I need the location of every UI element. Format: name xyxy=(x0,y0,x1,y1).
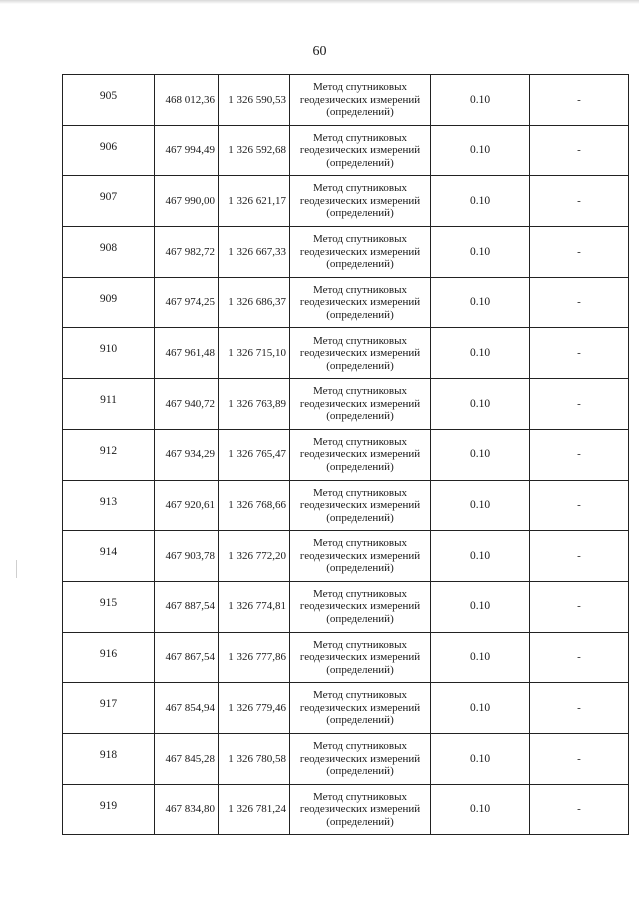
coordinate-x-cell: 467 920,61 xyxy=(155,480,219,531)
method-text-line: Метод спутниковых xyxy=(313,486,407,499)
method-cell xyxy=(290,480,431,531)
note-cell: - xyxy=(530,480,629,531)
accuracy-cell: 0.10 xyxy=(431,581,530,632)
method-text-line: геодезических измерений xyxy=(299,549,421,562)
method-text-line: геодезических измерений xyxy=(299,93,421,106)
note-cell: - xyxy=(530,176,629,227)
coordinate-x-cell: 467 940,72 xyxy=(155,379,219,430)
page-number: 60 xyxy=(312,44,327,59)
scan-edge xyxy=(0,0,639,4)
coordinate-x-cell: 467 854,94 xyxy=(155,683,219,734)
method-cell xyxy=(290,328,431,379)
method-text-line: геодезических измерений xyxy=(299,397,421,410)
method-text-line: Метод спутниковых xyxy=(313,740,407,753)
point-number-cell: 918 xyxy=(63,733,155,784)
coordinate-x-cell: 467 845,28 xyxy=(155,733,219,784)
note-cell: - xyxy=(530,531,629,582)
table-row xyxy=(63,429,629,480)
coordinate-y-cell: 1 326 715,10 xyxy=(219,328,290,379)
coordinate-x-cell: 468 012,36 xyxy=(155,75,219,126)
point-number-cell: 911 xyxy=(63,379,155,430)
method-cell xyxy=(290,733,431,784)
point-number-cell: 917 xyxy=(63,683,155,734)
method-text-line: геодезических измерений xyxy=(299,499,421,512)
method-text-line: (определений) xyxy=(326,765,394,778)
point-number-cell: 908 xyxy=(63,227,155,278)
coordinate-y-cell: 1 326 765,47 xyxy=(219,429,290,480)
method-text-line: (определений) xyxy=(326,612,394,625)
method-text-line: (определений) xyxy=(326,511,394,524)
coordinate-x-cell: 467 834,80 xyxy=(155,784,219,835)
accuracy-cell: 0.10 xyxy=(431,733,530,784)
table-row xyxy=(63,683,629,734)
coordinate-x-cell: 467 903,78 xyxy=(155,531,219,582)
method-text-line: Метод спутниковых xyxy=(313,81,407,94)
accuracy-cell: 0.10 xyxy=(431,480,530,531)
method-text-line: (определений) xyxy=(326,106,394,119)
coordinate-y-cell: 1 326 780,58 xyxy=(219,733,290,784)
method-cell xyxy=(290,75,431,126)
point-number-cell: 910 xyxy=(63,328,155,379)
point-number-cell: 909 xyxy=(63,277,155,328)
method-text-line: (определений) xyxy=(326,156,394,169)
point-number-cell: 912 xyxy=(63,429,155,480)
method-text-line: геодезических измерений xyxy=(299,600,421,613)
method-text-line: Метод спутниковых xyxy=(313,587,407,600)
note-cell: - xyxy=(530,328,629,379)
method-text-line: геодезических измерений xyxy=(299,803,421,816)
note-cell: - xyxy=(530,429,629,480)
table-row xyxy=(63,784,629,835)
coordinates-table-body xyxy=(63,75,629,835)
method-text-line: (определений) xyxy=(326,359,394,372)
method-cell xyxy=(290,277,431,328)
table-row xyxy=(63,227,629,278)
method-text-line: Метод спутниковых xyxy=(313,537,407,550)
scan-margin-mark xyxy=(16,560,17,578)
method-cell xyxy=(290,429,431,480)
method-text-line: геодезических измерений xyxy=(299,245,421,258)
accuracy-cell: 0.10 xyxy=(431,328,530,379)
point-number-cell: 915 xyxy=(63,581,155,632)
coordinate-y-cell: 1 326 781,24 xyxy=(219,784,290,835)
table-row xyxy=(63,277,629,328)
note-cell: - xyxy=(530,379,629,430)
method-text-line: Метод спутниковых xyxy=(313,233,407,246)
method-text-line: (определений) xyxy=(326,562,394,575)
coordinate-x-cell: 467 982,72 xyxy=(155,227,219,278)
coordinate-y-cell: 1 326 590,53 xyxy=(219,75,290,126)
table-row xyxy=(63,328,629,379)
accuracy-cell: 0.10 xyxy=(431,277,530,328)
table-row xyxy=(63,176,629,227)
table-row xyxy=(63,125,629,176)
coordinate-y-cell: 1 326 774,81 xyxy=(219,581,290,632)
note-cell: - xyxy=(530,75,629,126)
coordinate-y-cell: 1 326 779,46 xyxy=(219,683,290,734)
coordinate-y-cell: 1 326 686,37 xyxy=(219,277,290,328)
note-cell: - xyxy=(530,784,629,835)
method-text-line: геодезических измерений xyxy=(299,194,421,207)
method-cell xyxy=(290,176,431,227)
method-text-line: Метод спутниковых xyxy=(313,131,407,144)
method-cell xyxy=(290,581,431,632)
method-text-line: Метод спутниковых xyxy=(313,182,407,195)
coordinate-y-cell: 1 326 763,89 xyxy=(219,379,290,430)
note-cell: - xyxy=(530,733,629,784)
accuracy-cell: 0.10 xyxy=(431,632,530,683)
method-cell xyxy=(290,784,431,835)
coordinate-y-cell: 1 326 768,66 xyxy=(219,480,290,531)
coordinate-y-cell: 1 326 667,33 xyxy=(219,227,290,278)
accuracy-cell: 0.10 xyxy=(431,125,530,176)
table-row xyxy=(63,480,629,531)
method-text-line: Метод спутниковых xyxy=(313,689,407,702)
point-number-cell: 907 xyxy=(63,176,155,227)
coordinate-y-cell: 1 326 777,86 xyxy=(219,632,290,683)
method-cell xyxy=(290,125,431,176)
table-row xyxy=(63,581,629,632)
method-text-line: (определений) xyxy=(326,207,394,220)
note-cell: - xyxy=(530,632,629,683)
coordinate-x-cell: 467 994,49 xyxy=(155,125,219,176)
point-number-cell: 906 xyxy=(63,125,155,176)
accuracy-cell: 0.10 xyxy=(431,176,530,227)
method-text-line: Метод спутниковых xyxy=(313,385,407,398)
coordinate-y-cell: 1 326 592,68 xyxy=(219,125,290,176)
point-number-cell: 913 xyxy=(63,480,155,531)
method-text-line: (определений) xyxy=(326,815,394,828)
method-text-line: (определений) xyxy=(326,258,394,271)
method-text-line: геодезических измерений xyxy=(299,651,421,664)
point-number-cell: 916 xyxy=(63,632,155,683)
method-cell xyxy=(290,683,431,734)
table-row xyxy=(63,379,629,430)
table-row xyxy=(63,75,629,126)
note-cell: - xyxy=(530,683,629,734)
coordinates-table xyxy=(62,74,629,835)
point-number-cell: 905 xyxy=(63,75,155,126)
coordinate-x-cell: 467 961,48 xyxy=(155,328,219,379)
coordinate-x-cell: 467 867,54 xyxy=(155,632,219,683)
method-text-line: Метод спутниковых xyxy=(313,435,407,448)
accuracy-cell: 0.10 xyxy=(431,379,530,430)
method-text-line: геодезических измерений xyxy=(299,752,421,765)
accuracy-cell: 0.10 xyxy=(431,784,530,835)
note-cell: - xyxy=(530,125,629,176)
table-row xyxy=(63,531,629,582)
method-text-line: геодезических измерений xyxy=(299,347,421,360)
coordinate-x-cell: 467 887,54 xyxy=(155,581,219,632)
coordinate-y-cell: 1 326 772,20 xyxy=(219,531,290,582)
accuracy-cell: 0.10 xyxy=(431,683,530,734)
method-text-line: (определений) xyxy=(326,460,394,473)
coordinate-x-cell: 467 990,00 xyxy=(155,176,219,227)
coordinate-x-cell: 467 974,25 xyxy=(155,277,219,328)
method-text-line: геодезических измерений xyxy=(299,448,421,461)
coordinate-x-cell: 467 934,29 xyxy=(155,429,219,480)
method-text-line: Метод спутниковых xyxy=(313,790,407,803)
point-number-cell: 914 xyxy=(63,531,155,582)
method-text-line: Метод спутниковых xyxy=(313,283,407,296)
method-text-line: Метод спутниковых xyxy=(313,638,407,651)
method-cell xyxy=(290,531,431,582)
accuracy-cell: 0.10 xyxy=(431,227,530,278)
note-cell: - xyxy=(530,227,629,278)
method-text-line: (определений) xyxy=(326,308,394,321)
method-text-line: геодезических измерений xyxy=(299,701,421,714)
method-text-line: (определений) xyxy=(326,410,394,423)
note-cell: - xyxy=(530,277,629,328)
method-text-line: геодезических измерений xyxy=(299,144,421,157)
method-cell xyxy=(290,227,431,278)
coordinate-y-cell: 1 326 621,17 xyxy=(219,176,290,227)
method-text-line: геодезических измерений xyxy=(299,296,421,309)
method-text-line: Метод спутниковых xyxy=(313,334,407,347)
method-text-line: (определений) xyxy=(326,663,394,676)
accuracy-cell: 0.10 xyxy=(431,75,530,126)
accuracy-cell: 0.10 xyxy=(431,531,530,582)
accuracy-cell: 0.10 xyxy=(431,429,530,480)
method-text-line: (определений) xyxy=(326,714,394,727)
method-cell xyxy=(290,632,431,683)
point-number-cell: 919 xyxy=(63,784,155,835)
note-cell: - xyxy=(530,581,629,632)
table-row xyxy=(63,733,629,784)
table-row xyxy=(63,632,629,683)
method-cell xyxy=(290,379,431,430)
